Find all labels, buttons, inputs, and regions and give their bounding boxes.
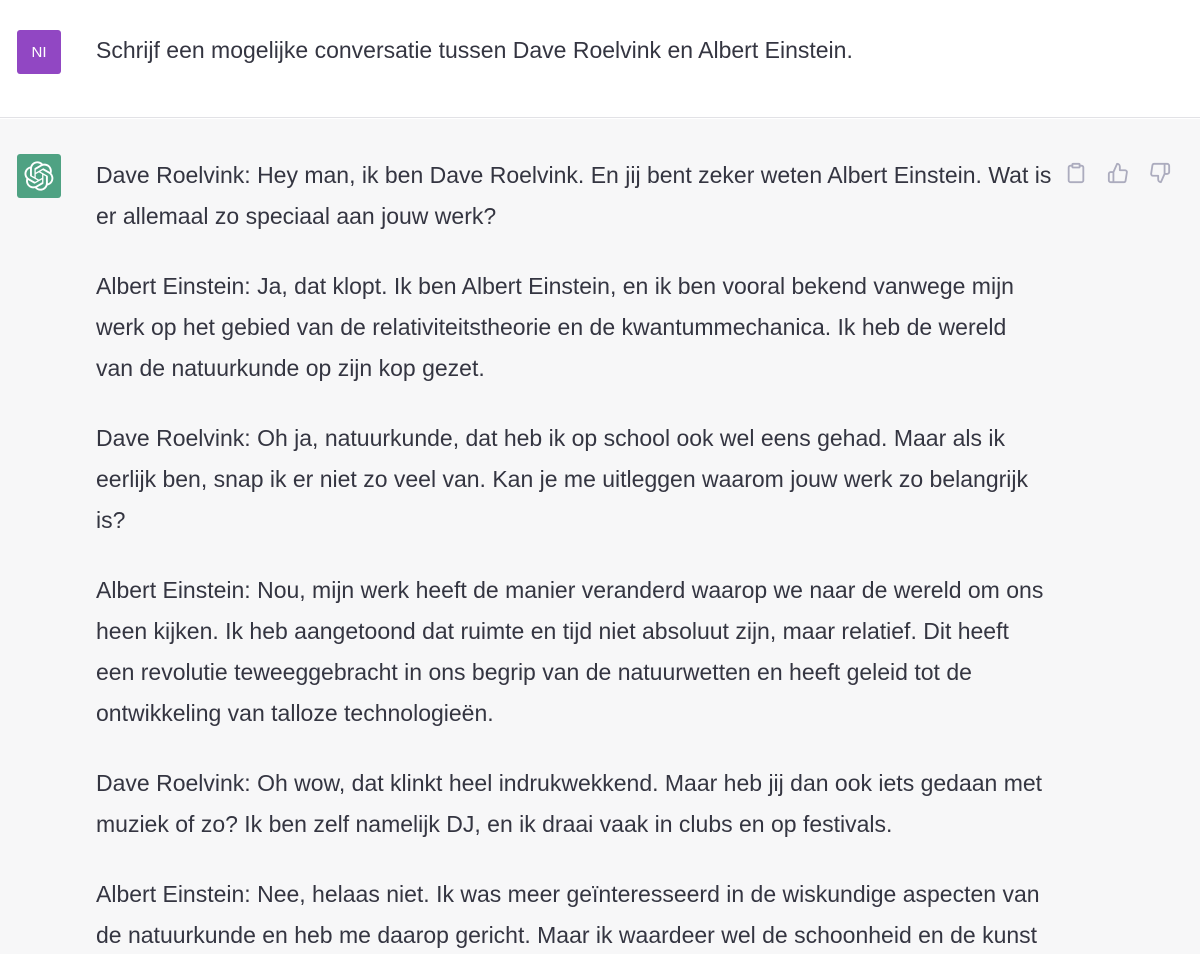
message-line: Albert Einstein: Nou, mijn werk heeft de manier veranderd waarop we naar de wereld om ons xyxy=(96,577,1044,603)
message-line: Dave Roelvink: Oh wow, dat klinkt heel indrukwekkend. Maar heb jij dan ook iets gedaan met xyxy=(96,770,1043,796)
message-line: is? xyxy=(96,507,126,533)
user-avatar: NI xyxy=(17,30,61,74)
message-line: een revolutie teweeggebracht in ons begrip van de natuurwetten en heeft geleid tot de xyxy=(96,659,972,685)
thumbs-down-button[interactable] xyxy=(1146,159,1174,187)
assistant-message-row xyxy=(0,119,1200,954)
message-line: de natuurkunde en heb me daarop gericht. Maar ik waardeer wel de schoonheid en de kunst xyxy=(96,922,1038,948)
message-line: heen kijken. Ik heb aangetoond dat ruimte en tijd niet absoluut zijn, maar relatief. Dit heeft xyxy=(96,618,1009,644)
message-line: van de natuurkunde op zijn kop gezet. xyxy=(96,355,485,381)
message-paragraph xyxy=(96,266,1058,389)
copy-icon xyxy=(1065,162,1087,184)
message-line: muziek of zo? Ik ben zelf namelijk DJ, en ik draai vaak in clubs en op festivals. xyxy=(96,811,893,837)
message-paragraph xyxy=(96,570,1058,734)
message-line: ontwikkeling van talloze technologieën. xyxy=(96,700,494,726)
thumbs-down-icon xyxy=(1149,162,1171,184)
message-line: er allemaal zo speciaal aan jouw werk? xyxy=(96,203,497,229)
user-prompt: Schrijf een mogelijke conversatie tussen Dave Roelvink en Albert Einstein. xyxy=(96,37,853,63)
message-paragraph xyxy=(96,763,1058,845)
assistant-response xyxy=(96,155,1058,954)
openai-logo-icon xyxy=(24,161,54,191)
message-paragraph xyxy=(96,155,1058,237)
copy-button[interactable] xyxy=(1062,159,1090,187)
assistant-avatar xyxy=(17,154,61,198)
message-line: Dave Roelvink: Oh ja, natuurkunde, dat heb ik op school ook wel eens gehad. Maar als ik xyxy=(96,425,1006,451)
message-line: Albert Einstein: Nee, helaas niet. Ik was meer geïnteresseerd in de wiskundige aspecten van xyxy=(96,881,1040,907)
message-line: Albert Einstein: Ja, dat klopt. Ik ben Albert Einstein, en ik ben vooral bekend vanwege mijn xyxy=(96,273,1014,299)
message-paragraph xyxy=(96,874,1058,954)
message-actions xyxy=(1062,159,1174,187)
thumbs-up-button[interactable] xyxy=(1104,159,1132,187)
message-line: werk op het gebied van de relativiteitstheorie en de kwantummechanica. Ik heb de wereld xyxy=(96,314,1007,340)
thumbs-up-icon xyxy=(1107,162,1129,184)
message-paragraph xyxy=(96,418,1058,541)
message-line: eerlijk ben, snap ik er niet zo veel van. Kan je me uitleggen waarom jouw werk zo belangrijk xyxy=(96,466,1028,492)
message-line: Dave Roelvink: Hey man, ik ben Dave Roelvink. En jij bent zeker weten Albert Einstein. Wat is xyxy=(96,162,1052,188)
user-message-row xyxy=(0,0,1200,118)
